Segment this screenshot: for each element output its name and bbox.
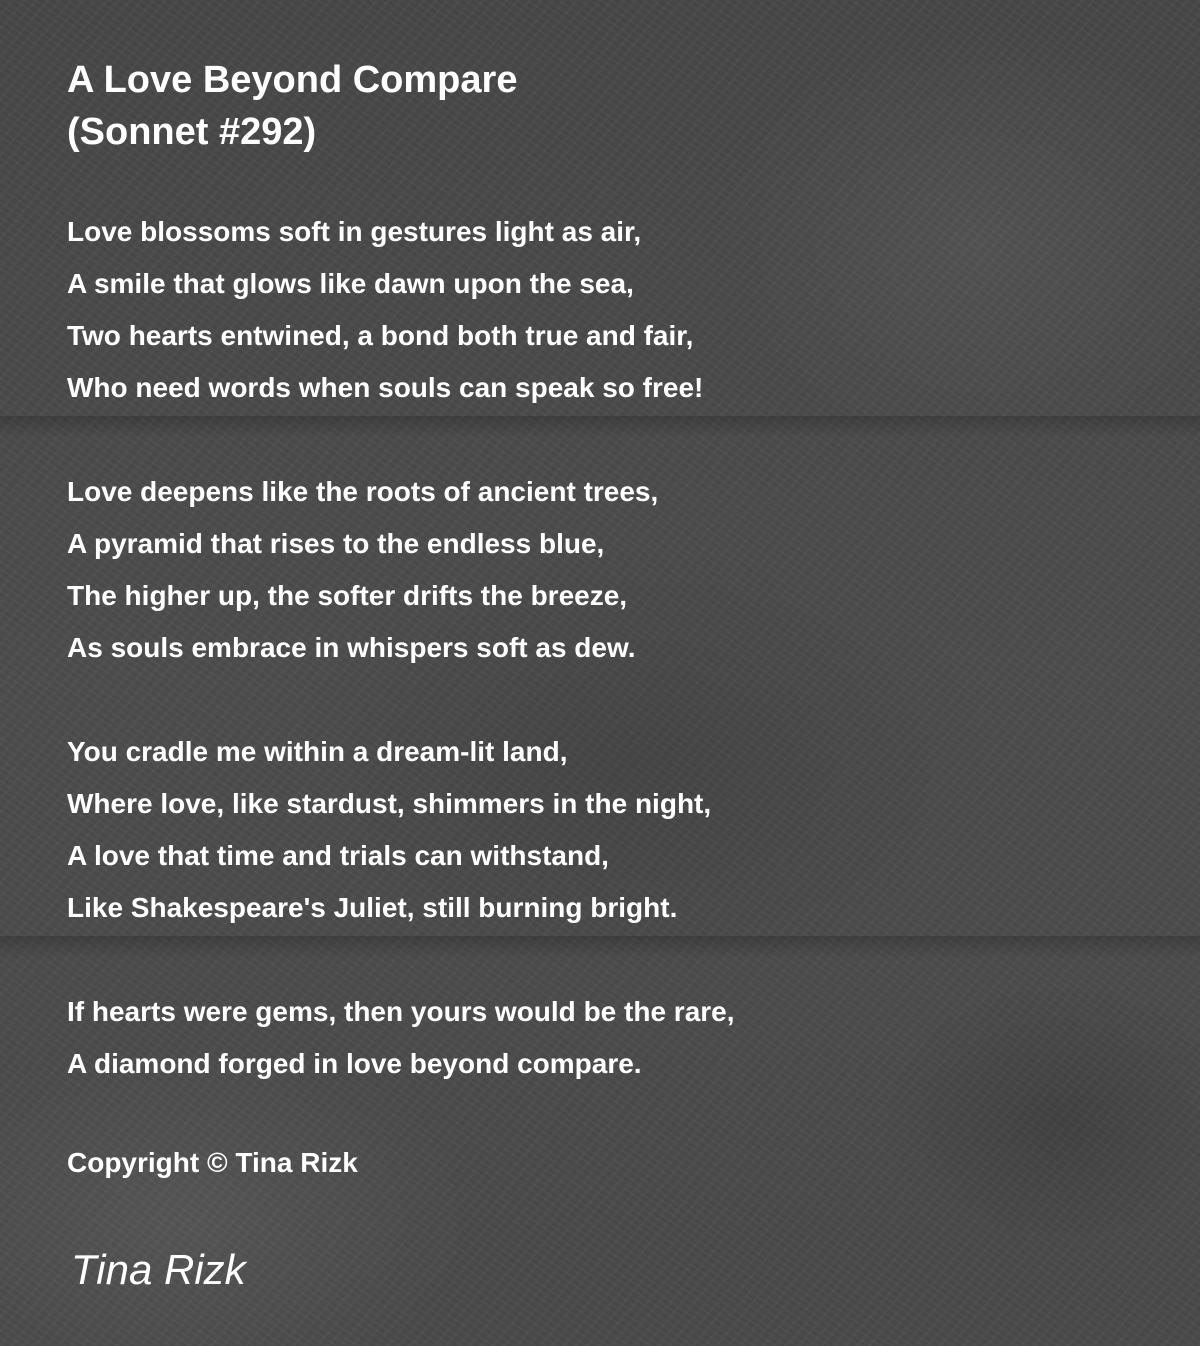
poem-line: Love deepens like the roots of ancient trees, (67, 476, 659, 507)
poem-line: The higher up, the softer drifts the breeze, (67, 580, 628, 611)
poem-line: Two hearts entwined, a bond both true and fair, (67, 320, 694, 351)
poem-line: You cradle me within a dream-lit land, (67, 736, 568, 767)
copyright-text: Copyright © Tina Rizk (67, 1147, 358, 1178)
poem-line: A love that time and trials can withstand, (67, 840, 609, 871)
poem-line: As souls embrace in whispers soft as dew. (67, 632, 636, 663)
poem-line: A pyramid that rises to the endless blue, (67, 528, 605, 559)
poem-line: If hearts were gems, then yours would be the rare, (67, 996, 735, 1027)
stanza-1 (67, 206, 1127, 414)
poem-title (67, 54, 1127, 158)
poem-title-line: A Love Beyond Compare (67, 59, 518, 101)
stanza-3 (67, 726, 1127, 934)
poem-line: Love blossoms soft in gestures light as air, (67, 216, 642, 247)
stanza-4 (67, 986, 1127, 1090)
poem-subtitle-line: (Sonnet #292) (67, 111, 317, 153)
poem-line: A diamond forged in love beyond compare. (67, 1048, 642, 1079)
poem-content (67, 54, 1127, 1090)
stanza-2 (67, 466, 1127, 674)
poem-line: A smile that glows like dawn upon the sea, (67, 268, 634, 299)
author-name: Tina Rizk (71, 1246, 246, 1293)
poem-line: Like Shakespeare's Juliet, still burning bright. (67, 892, 678, 923)
poem-line: Who need words when souls can speak so free! (67, 372, 704, 403)
poem-line: Where love, like stardust, shimmers in the night, (67, 788, 712, 819)
